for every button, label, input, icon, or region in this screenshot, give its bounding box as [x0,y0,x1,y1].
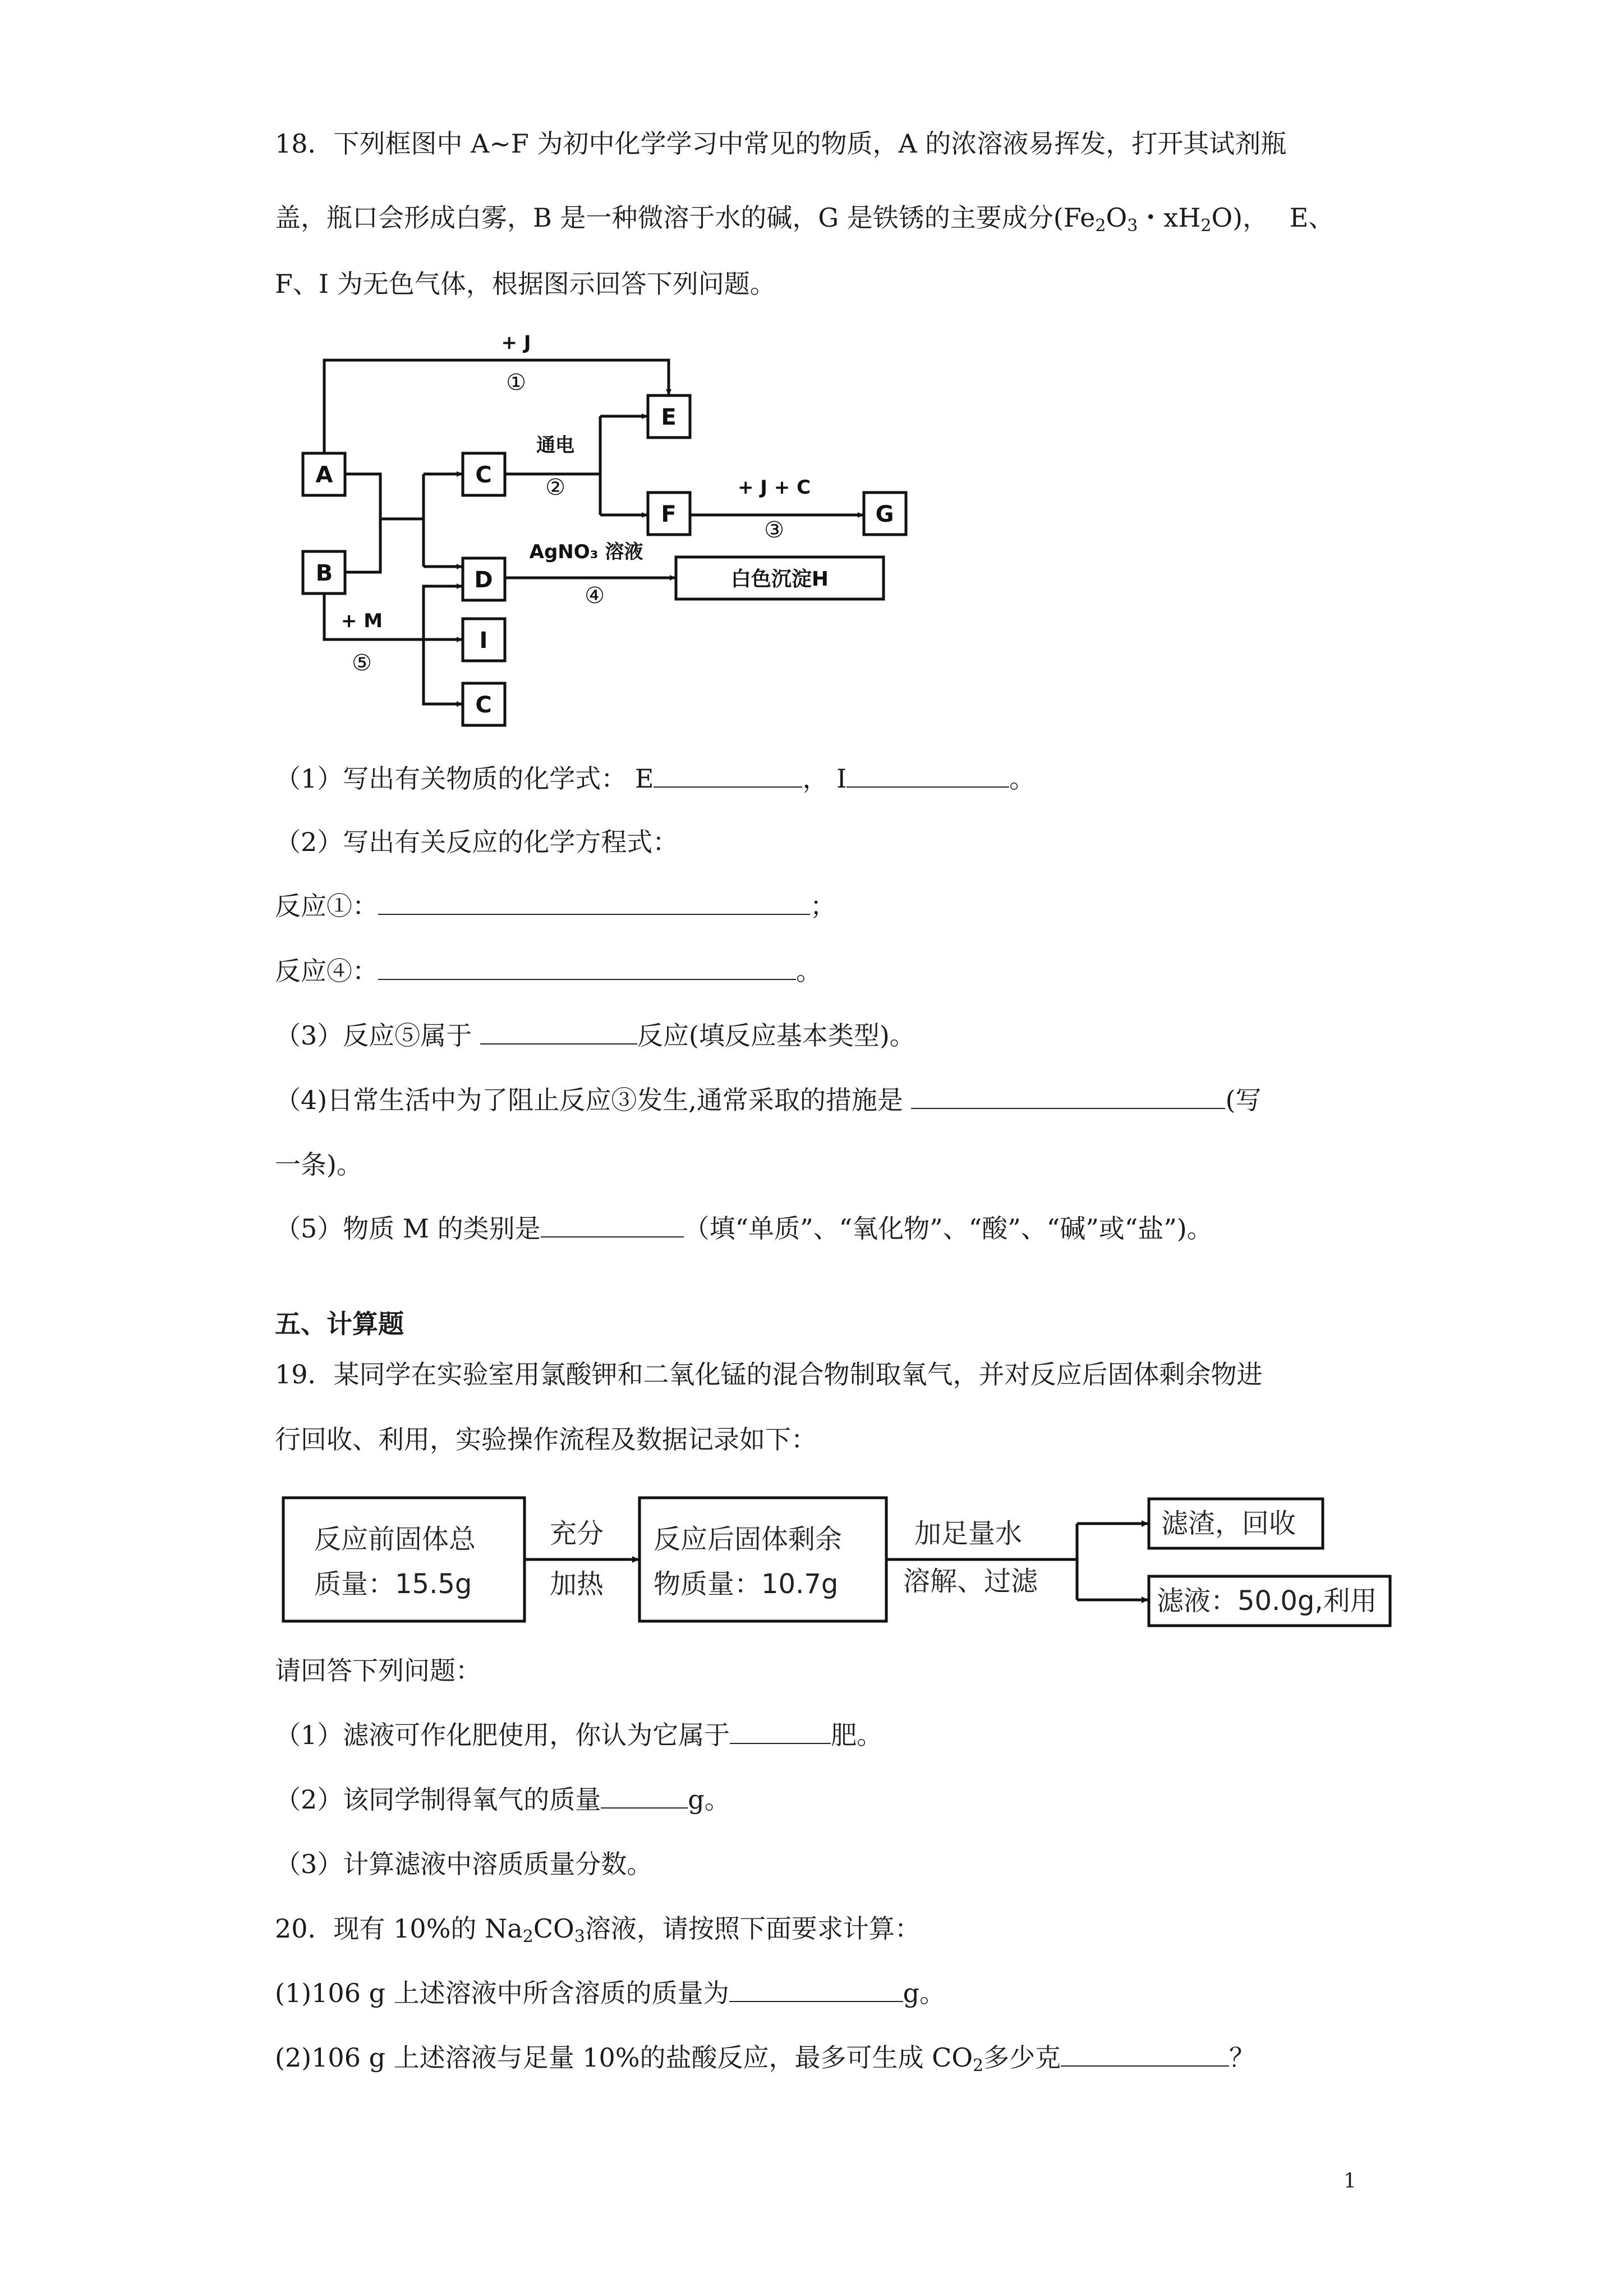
page-number: 1 [1344,2170,1356,2193]
q18-intro-2f: 2 [1200,216,1212,236]
q18-reaction-4-label: 反应④： [275,956,378,986]
q20-part-2-text-c: 多少克 [983,2042,1061,2073]
reaction-1-number: ① [506,370,526,395]
reaction-5-number: ⑤ [352,650,372,676]
q20-intro [275,1913,921,1953]
flow-box-after-line-1: 反应后固体剩余 [654,1524,843,1555]
reaction-3-number: ③ [764,517,784,543]
answer-blank-solute-mass[interactable] [729,1978,903,2002]
q18-part-4-text-b: (写 [1225,1085,1262,1115]
q19-part-1-text-a: （1）滤液可作化肥使用，你认为它属于 [275,1720,730,1750]
node-label-e: E [661,404,677,430]
flow-box-residue-text: 滤渣，回收 [1161,1508,1296,1539]
q18-reaction-4-end: 。 [796,956,822,986]
q19-part-1 [275,1719,882,1751]
q18-part-4-text-a: （4)日常生活中为了阻止反应③发生,通常采取的措施是 [275,1085,912,1115]
q18-intro-2g: O)， E、 [1211,203,1335,233]
q18-intro-2e: ・xH [1138,203,1201,233]
answer-blank-reaction-4[interactable] [378,956,796,980]
flow-box-before-line-2: 质量：15.5g [314,1568,472,1600]
q18-reaction-1-label: 反应①： [275,891,378,921]
node-label-g: G [875,501,894,527]
node-label-a: A [315,462,333,488]
reaction-4-number: ④ [585,583,605,609]
q20-part-2-text-d: ？ [1229,2042,1255,2073]
q18-intro-2d: 3 [1127,216,1138,236]
reaction-3-reagent: + J + C [737,476,811,499]
q18-intro-2c: O [1106,203,1128,233]
q18-part-2-reaction-4 [275,955,822,987]
q18-part-4 [275,1084,1261,1116]
q19-intro-line-1: 19．某同学在实验室用氯酸钾和二氧化锰的混合物制取氧气，并对反应后固体剩余物进 [275,1359,1263,1389]
experiment-flowchart [0,1481,1624,1644]
q18-part-1 [275,763,1035,794]
flow-arrow-2-line-1: 加足量水 [914,1518,1023,1549]
answer-blank-m-category[interactable] [541,1214,684,1237]
q18-intro-2a: 盖，瓶口会形成白雾，B 是一种微溶于水的碱，G 是铁锈的主要成分(Fe [275,203,1096,233]
reaction-2-reagent: 通电 [536,434,574,457]
q20-intro-b: 2 [522,1927,533,1947]
q20-intro-d: 3 [574,1927,585,1947]
q20-part-2-text-b: 2 [973,2056,984,2076]
q20-part-1-text-b: g。 [903,1978,946,2008]
q18-intro-line-1: 18．下列框图中 A~F 为初中化学学习中常见的物质，A 的浓溶液易挥发，打开其试剂瓶 [275,128,1287,159]
flow-arrow-1-line-2: 加热 [550,1568,604,1600]
reaction-4-reagent: AgNO₃ 溶液 [529,541,643,563]
flow-arrow-2-line-2: 溶解、过滤 [903,1566,1038,1597]
q18-part-5 [275,1213,1213,1244]
node-label-b: B [315,560,333,586]
q20-intro-c: CO [533,1913,574,1944]
q18-intro-2b: 2 [1095,216,1106,236]
answer-blank-fertilizer[interactable] [730,1720,831,1744]
q18-part-5-text-a: （5）物质 M 的类别是 [275,1213,541,1244]
node-label-d: D [474,567,493,593]
q18-intro-line-3: F、I 为无色气体，根据图示回答下列问题。 [275,269,776,299]
q18-part-3-text-a: （3）反应⑤属于 [275,1020,480,1051]
q18-part-3-text-b: 反应(填反应基本类型)。 [637,1020,915,1051]
q18-part-1-text-c: 。 [1009,763,1036,794]
q19-part-1-text-b: 肥。 [831,1720,883,1750]
q18-part-2: （2）写出有关反应的化学方程式： [275,827,679,857]
q19-part-2-text-b: g。 [688,1784,730,1815]
reaction-2-number: ② [545,475,565,500]
q18-part-5-text-b: （填“单质”、“氧化物”、“酸”、“碱”或“盐”)。 [683,1213,1213,1244]
q20-intro-e: 溶液，请按照下面要求计算： [585,1913,921,1944]
q18-part-1-text-b: ， I [802,763,847,794]
flow-box-before [283,1498,525,1621]
reaction-1-reagent: + J [501,332,531,354]
q18-part-1-text-a: （1）写出有关物质的化学式： E [275,763,654,794]
answer-blank-reaction-type[interactable] [480,1021,637,1045]
node-label-c1: C [475,462,492,488]
q18-part-4-continued: 一条)。 [275,1149,362,1180]
flow-box-before-line-1: 反应前固体总 [314,1524,476,1555]
node-label-c2: C [475,692,492,718]
q20-intro-a: 20．现有 10%的 Na [275,1913,523,1944]
q18-part-3 [275,1020,915,1051]
q18-part-2-reaction-1 [275,890,836,922]
q20-part-1-text-a: (1)106 g 上述溶液中所含溶质的质量为 [275,1978,729,2008]
answer-blank-reaction-1[interactable] [378,891,810,915]
q19-part-3: （3）计算滤液中溶质质量分数。 [275,1849,653,1879]
q19-ask: 请回答下列问题： [275,1655,481,1686]
reaction-diagram [0,0,1624,746]
section-title: 五、计算题 [275,1309,404,1339]
q20-part-2-text-a: (2)106 g 上述溶液与足量 10%的盐酸反应，最多可生成 CO [275,2042,973,2073]
answer-blank-i[interactable] [846,764,1009,788]
answer-blank-oxygen-mass[interactable] [601,1785,688,1809]
q19-part-2-text-a: （2）该同学制得氧气的质量 [275,1784,601,1815]
q19-part-2 [275,1784,730,1815]
node-label-i: I [479,628,488,654]
node-label-f: F [661,501,677,527]
q18-reaction-1-end: ； [810,891,836,921]
flow-box-after-line-2: 物质量：10.7g [654,1568,839,1600]
flow-box-filtrate-text: 滤液：50.0g,利用 [1157,1585,1377,1617]
q20-part-1 [275,1977,945,2009]
answer-blank-e[interactable] [654,764,802,788]
reaction-5-reagent: + M [341,610,383,632]
flow-arrow-1-line-1: 充分 [550,1518,604,1549]
flow-box-after [640,1498,886,1621]
q19-intro-line-2: 行回收、利用，实验操作流程及数据记录如下： [275,1424,817,1455]
answer-blank-measure[interactable] [911,1085,1225,1109]
node-label-h: 白色沉淀H [730,568,829,591]
q20-part-2 [275,2042,1255,2082]
answer-blank-co2-mass[interactable] [1061,2043,1229,2067]
